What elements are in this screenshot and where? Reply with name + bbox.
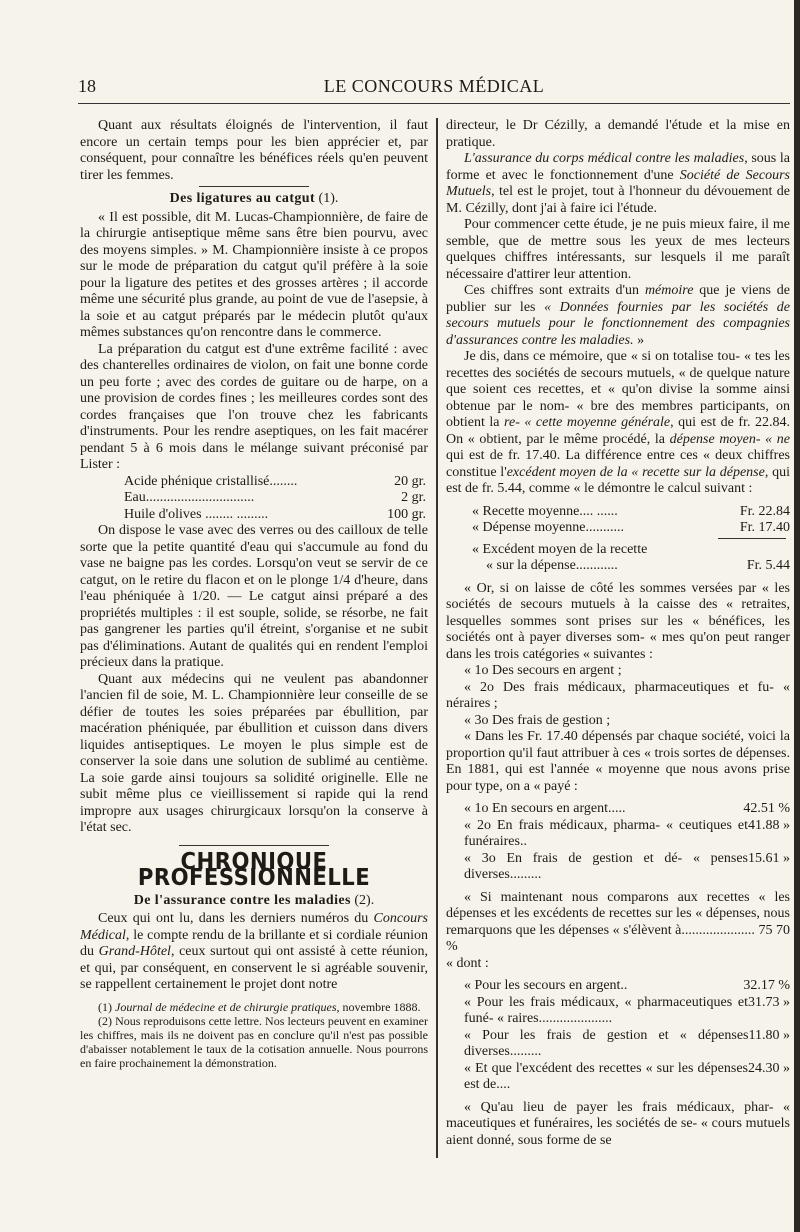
- text: , novembre 1888.: [336, 999, 421, 1014]
- recipe-amount: 20 gr.: [394, 473, 426, 489]
- subheading-assurance: [80, 893, 428, 910]
- italic-text: « Données fournies par les sociétés de secours mutuels pour le fonctionnement des compagnies d'assurances contre les maladies.: [446, 299, 790, 348]
- italic-text: mémoire: [644, 283, 694, 298]
- paragraph: « Or, si on laisse de côté les sommes versées par « les sociétés de secours mutuels à la caisse des « retraites, lesquelles sommes sont prises sur les « bénéfices, les sociétés ont à payer diverses som- « mes qu'on peut ranger dans les trois catégories « suivantes :: [446, 580, 790, 662]
- paragraph: « dont :: [446, 955, 489, 971]
- page-edge: [794, 0, 800, 1232]
- calc-line: [446, 520, 790, 537]
- calc-value: Fr. 5.44: [746, 558, 790, 573]
- text: Ces chiffres sont extraits d'un: [464, 283, 645, 298]
- paragraph: « Il est possible, dit M. Lucas-Championnière, de faire de la chirurgie antiseptique même sans être bien pourvu, avec des moyens simples. » M. Championnière insiste à ce propos sur le mode de préparation du catgut qu'il préfère à la soie pour la ligature des petites et des grosses artères ; il accorde même une sécurité plus grande, au point de vue de l'asepsie, à la soie et au catgut préparés par le médecin plutôt qu'aux mêmes substances qu'on rencontre dans le commerce.: [80, 209, 428, 340]
- italic-text: Grand-Hôtel: [98, 944, 171, 959]
- percent-line: [446, 818, 790, 851]
- text: , qui est de fr. 5.44, comme « le démontre le calcul suivant :: [446, 464, 790, 496]
- percent-label: « 3o En frais de gestion et dé- « penses diverses.........: [464, 850, 748, 882]
- recipe-line: [80, 507, 428, 524]
- paragraph: Quant aux médecins qui ne veulent pas abandonner l'ancien fil de soie, M. L. Championnière leur conseille de se défier de toutes les soies préparées par ébullition, par macération phéniquée, par ébullition et cuisson dans divers liquides antiseptiques. Le moyen le plus simple est de conserver la soie dans une solution de sublimé au centième. La soie garde ainsi toujours sa solidité originelle. Elle ne subit même plus ce vieillissement si rapide qui la rend impropre aux usages chirurgicaux lorsqu'on la conserve à l'état sec.: [80, 671, 428, 835]
- percent-line: [446, 851, 790, 884]
- section-title: CHRONIQUE PROFESSIONNELLE: [137, 848, 371, 891]
- footnote-ref: (1).: [315, 191, 339, 206]
- calc-line: [446, 542, 790, 559]
- text: Je dis, dans ce mémoire, que « si on totalise tou- « tes les recettes des sociétés de secours mutuels, « de quelque nature que soient ces recettes, et « qu'on divise la somme ainsi obtenue par le nom- « bre des membres participants, on obtient la: [446, 349, 790, 430]
- recipe-amount: 2 gr.: [401, 490, 426, 505]
- paragraph: directeur, le Dr Cézilly, a demandé l'étude et la mise en pratique.: [446, 118, 790, 150]
- percent-label: « 2o En frais médicaux, pharma- « ceutiques et funéraires..: [464, 817, 748, 849]
- category-item: « 3o Des frais de gestion ;: [464, 712, 611, 728]
- percent-value: 42.51 %: [743, 801, 790, 816]
- category-item: « 1o Des secours en argent ;: [464, 663, 622, 678]
- calc-label: « Recette moyenne.... ......: [472, 503, 618, 519]
- right-column: [446, 118, 790, 1149]
- paragraph: [446, 349, 790, 498]
- percent-value: 15.61 »: [748, 850, 790, 866]
- text: « Si maintenant nous comparons aux recettes « les dépenses et les excédents de recettes sur les « dépenses, nous remarquons que les dépenses « s'élèvent à.....................: [446, 889, 790, 938]
- percent-line: [446, 1061, 790, 1094]
- subheading-ligatures: [80, 191, 428, 208]
- text: »: [633, 332, 645, 348]
- calc-line: [446, 558, 790, 575]
- paragraph: [446, 890, 790, 956]
- paragraph: Pour commencer cette étude, je ne puis mieux faire, il me semble, que de mettre sous les yeux de mes lecteurs quelques chiffres intéressants, sur lesquels il me paraît nécessaire d'attirer leur attention.: [446, 217, 790, 282]
- footnote-ref: (2).: [350, 892, 375, 908]
- italic-text: excédent moyen de la « recette sur la dépense: [506, 464, 765, 480]
- italic-text: dépense moyen- « ne: [669, 431, 790, 447]
- percent-line: [446, 801, 790, 818]
- italic-text: Concours Médical: [80, 911, 428, 943]
- subheading-title: Des ligatures au catgut: [169, 191, 316, 206]
- recipe-line: [80, 474, 428, 491]
- calc-label: « Excédent moyen de la recette: [472, 541, 648, 557]
- paragraph: [446, 151, 790, 217]
- paragraph: La préparation du catgut est d'une extrême facilité : avec des chanterelles ordinaires de violon, on fait une bonne corde un peu forte ; avec des cordes de guitare ou de harpe, on a une provision de cordes fines ; les meilleures cordes sont des cordes françaises que l'on trouve chez les fabricants d'instruments. Pour les rendre aseptiques, on les fait macérer pendant 5 à 6 mois dans le mélange suivant préconisé par Lister :: [80, 341, 428, 472]
- text: (1): [98, 999, 115, 1014]
- text: qui est de fr. 17.40. La différence entre ces « deux chiffres constitue l': [446, 448, 790, 480]
- percent-line: [446, 1028, 790, 1061]
- page-number: 18: [78, 76, 96, 96]
- italic-text: L'assurance du corps médical contre les maladies: [464, 151, 745, 166]
- subheading-title: De l'assurance contre les maladies: [133, 892, 351, 908]
- text: Ceux qui ont lu, dans les derniers numéros du: [98, 911, 374, 926]
- recipe-ingredient: Huile d'olives ........ .........: [124, 506, 269, 522]
- percent-value: 75 70 %: [446, 922, 790, 954]
- footnote-1: [80, 1000, 428, 1014]
- calc-value: Fr. 17.40: [739, 520, 790, 535]
- percent-value: 32.17 %: [743, 978, 790, 993]
- text: , ceux surtout qui ont assisté à cette réunion, et qui, par conséquent, en conservent le si agréable souvenir, se rappellent certainement le projet dont notre: [80, 944, 428, 992]
- calc-label: « sur la dépense............: [486, 558, 618, 573]
- calc-line: [446, 504, 790, 521]
- percent-value: 24.30 »: [748, 1060, 790, 1076]
- percent-value: 41.88 »: [748, 817, 790, 833]
- left-column: [80, 118, 428, 1070]
- percent-label: « Et que l'excédent des recettes « sur les dépenses est de....: [464, 1060, 748, 1092]
- separator: [179, 845, 329, 846]
- italic-text: Société de Secours Mutuels: [446, 167, 790, 199]
- header-rule: [78, 103, 790, 104]
- text: , le compte rendu de la brillante et si cordiale réunion du: [80, 927, 428, 959]
- footnote-2: (2) Nous reproduisons cette lettre. Nos lecteurs peuvent en examiner les chiffres, mais ils ne doivent pas en conclure qu'il n'est pas possible d'abaisser notablement le taux de la cotisation annuelle. Nous pourrons en faire prochainement la démonstration.: [80, 1013, 428, 1070]
- journal-title: LE CONCOURS MÉDICAL: [323, 76, 545, 96]
- percent-value: 31.73 »: [748, 994, 790, 1010]
- percent-label: « 1o En secours en argent.....: [464, 801, 626, 816]
- text: que je viens de publier sur les: [446, 283, 790, 315]
- italic-text: Journal de médecine et de chirurgie pratiques: [115, 999, 337, 1014]
- text: , sous la forme et avec le fonctionnement d'une: [446, 151, 790, 183]
- page-header: [78, 76, 790, 100]
- recipe-line: [80, 490, 428, 507]
- percent-label: « Pour les frais médicaux, « pharmaceutiques et funé- « raires.....................: [464, 994, 748, 1026]
- paragraph: « Qu'au lieu de payer les frais médicaux, phar- « maceutiques et funéraires, les sociétés de se- « cours mutuels aient donné, sous forme de se: [446, 1099, 790, 1148]
- calc-label: « Dépense moyenne...........: [472, 520, 625, 535]
- percent-line: [446, 995, 790, 1028]
- calc-value: Fr. 22.84: [739, 503, 790, 519]
- percent-label: « Pour les secours en argent..: [464, 978, 628, 993]
- recipe-ingredient: Eau...............................: [124, 490, 255, 505]
- column-divider: [436, 118, 438, 1158]
- paragraph: « Dans les Fr. 17.40 dépensés par chaque société, voici la proportion qu'il faut attribuer à ces « trois sortes de dépenses. En 1881, qui est l'année « moyenne que nous avons prise pour type, on a « payé :: [446, 729, 790, 794]
- italic-text: re- « cette moyenne générale: [504, 415, 671, 430]
- recipe-amount: 100 gr.: [387, 506, 426, 522]
- percent-line: [446, 978, 790, 995]
- text: , tel est le projet, tout à l'honneur du dévouement de M. Cézilly, dont j'ai à faire ici l'étude.: [446, 184, 790, 216]
- recipe-ingredient: Acide phénique cristallisé........: [124, 473, 298, 489]
- separator: [199, 186, 309, 187]
- paragraph: [446, 283, 790, 349]
- category-item: « 2o Des frais médicaux, pharmaceutiques et fu- « néraires ;: [446, 679, 790, 711]
- percent-label: « Pour les frais de gestion et « dépenses diverses.........: [464, 1027, 749, 1059]
- paragraph: Quant aux résultats éloignés de l'intervention, il faut encore un certain temps pour les bien apprécier et, par conséquent, pour connaître les bénéfices réels qu'en peuvent tirer les femmes.: [80, 118, 428, 183]
- sum-rule: [718, 538, 786, 539]
- paragraph: On dispose le vase avec des verres ou des cailloux de telle sorte que la petite quantité d'eau qui s'accumule au fond du vase ne baigne pas les cordes. Lorsqu'on veut se servir de ce catgut, on le retire du flacon et on le plonge 1/4 d'heure, dans l'eau phéniquée à 1/20. — Le catgut ainsi préparé a des propriétés multiples : il est souple, solide, se résorbe, ne fait pas gangrener les parties qu'il étreint, s'organise et ne subit pas d'éliminations. Autant de qualités qui en rendent l'emploi précieux dans la pratique.: [80, 523, 428, 670]
- percent-value: 11.80 »: [748, 1027, 790, 1043]
- paragraph: [80, 911, 428, 994]
- text: , qui est de fr. 22.84. On « obtient, par le même procédé, la: [446, 415, 790, 447]
